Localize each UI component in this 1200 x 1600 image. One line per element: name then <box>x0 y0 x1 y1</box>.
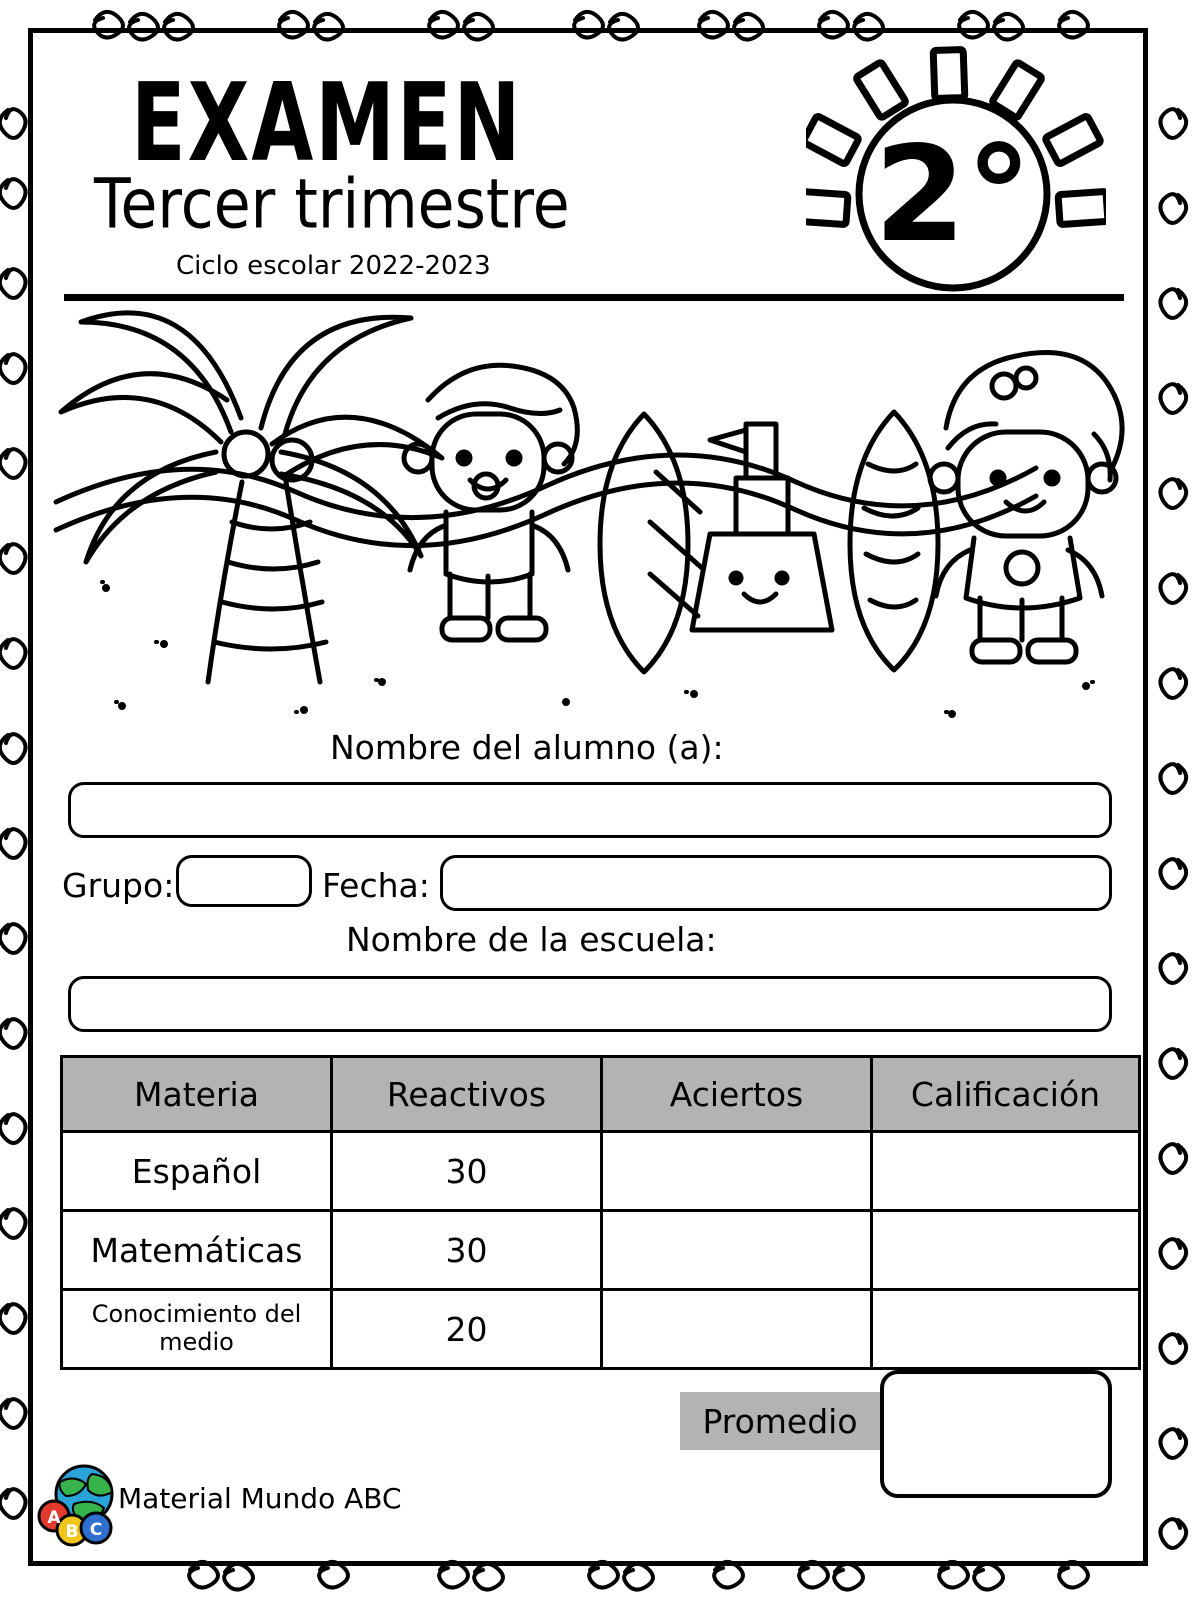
grade-number: 2° <box>874 118 1032 272</box>
footer-brand: Material Mundo ABC <box>118 1482 402 1515</box>
beach-illustration <box>46 282 1130 722</box>
student-name-input[interactable] <box>68 782 1112 838</box>
table-row <box>62 1132 1140 1211</box>
school-cycle: Ciclo escolar 2022-2023 <box>176 251 491 281</box>
svg-text:C: C <box>89 1520 103 1540</box>
student-name-label: Nombre del alumno (a): <box>330 728 724 767</box>
table-header-row <box>62 1057 1140 1132</box>
group-label: Grupo: <box>62 866 175 905</box>
date-label: Fecha: <box>322 866 430 905</box>
cell-aciertos[interactable] <box>602 1211 872 1290</box>
average-label: Promedio <box>680 1392 880 1450</box>
palm-tree-icon <box>61 313 442 682</box>
school-name-label: Nombre de la escuela: <box>346 920 717 959</box>
surfboard-icon-2 <box>850 412 938 670</box>
cell-reactivos: 30 <box>332 1132 602 1211</box>
cell-calificacion[interactable] <box>872 1132 1140 1211</box>
cell-aciertos[interactable] <box>602 1132 872 1211</box>
column-header-reactivos: Reactivos <box>332 1057 602 1132</box>
boy-surfer-icon <box>404 365 577 640</box>
sun-rays-icon <box>806 44 1106 294</box>
table-row <box>62 1211 1140 1290</box>
cell-calificacion[interactable] <box>872 1290 1140 1369</box>
table-row <box>62 1290 1140 1369</box>
mundo-abc-logo-icon <box>34 1458 124 1548</box>
column-header-materia: Materia <box>62 1057 332 1132</box>
grades-table <box>60 1055 1141 1370</box>
page-title: EXAMEN <box>131 60 523 186</box>
group-input[interactable] <box>176 855 312 907</box>
column-header-calificacion: Calificación <box>872 1057 1140 1132</box>
school-name-input[interactable] <box>68 976 1112 1032</box>
girl-surfer-icon <box>930 353 1122 663</box>
cell-calificacion[interactable] <box>872 1211 1140 1290</box>
grade-badge <box>806 44 1106 294</box>
cell-reactivos: 20 <box>332 1290 602 1369</box>
cell-materia: Conocimiento del medio <box>62 1290 332 1369</box>
cell-aciertos[interactable] <box>602 1290 872 1369</box>
header <box>46 36 1130 281</box>
average-input[interactable] <box>880 1370 1112 1498</box>
cell-materia: Matemáticas <box>62 1211 332 1290</box>
page-subtitle: Tercer trimestre <box>94 164 570 245</box>
cell-materia: Español <box>62 1132 332 1211</box>
svg-text:A: A <box>47 1508 61 1528</box>
column-header-aciertos: Aciertos <box>602 1057 872 1132</box>
cell-reactivos: 30 <box>332 1211 602 1290</box>
svg-text:B: B <box>65 1522 79 1542</box>
date-input[interactable] <box>440 855 1112 911</box>
